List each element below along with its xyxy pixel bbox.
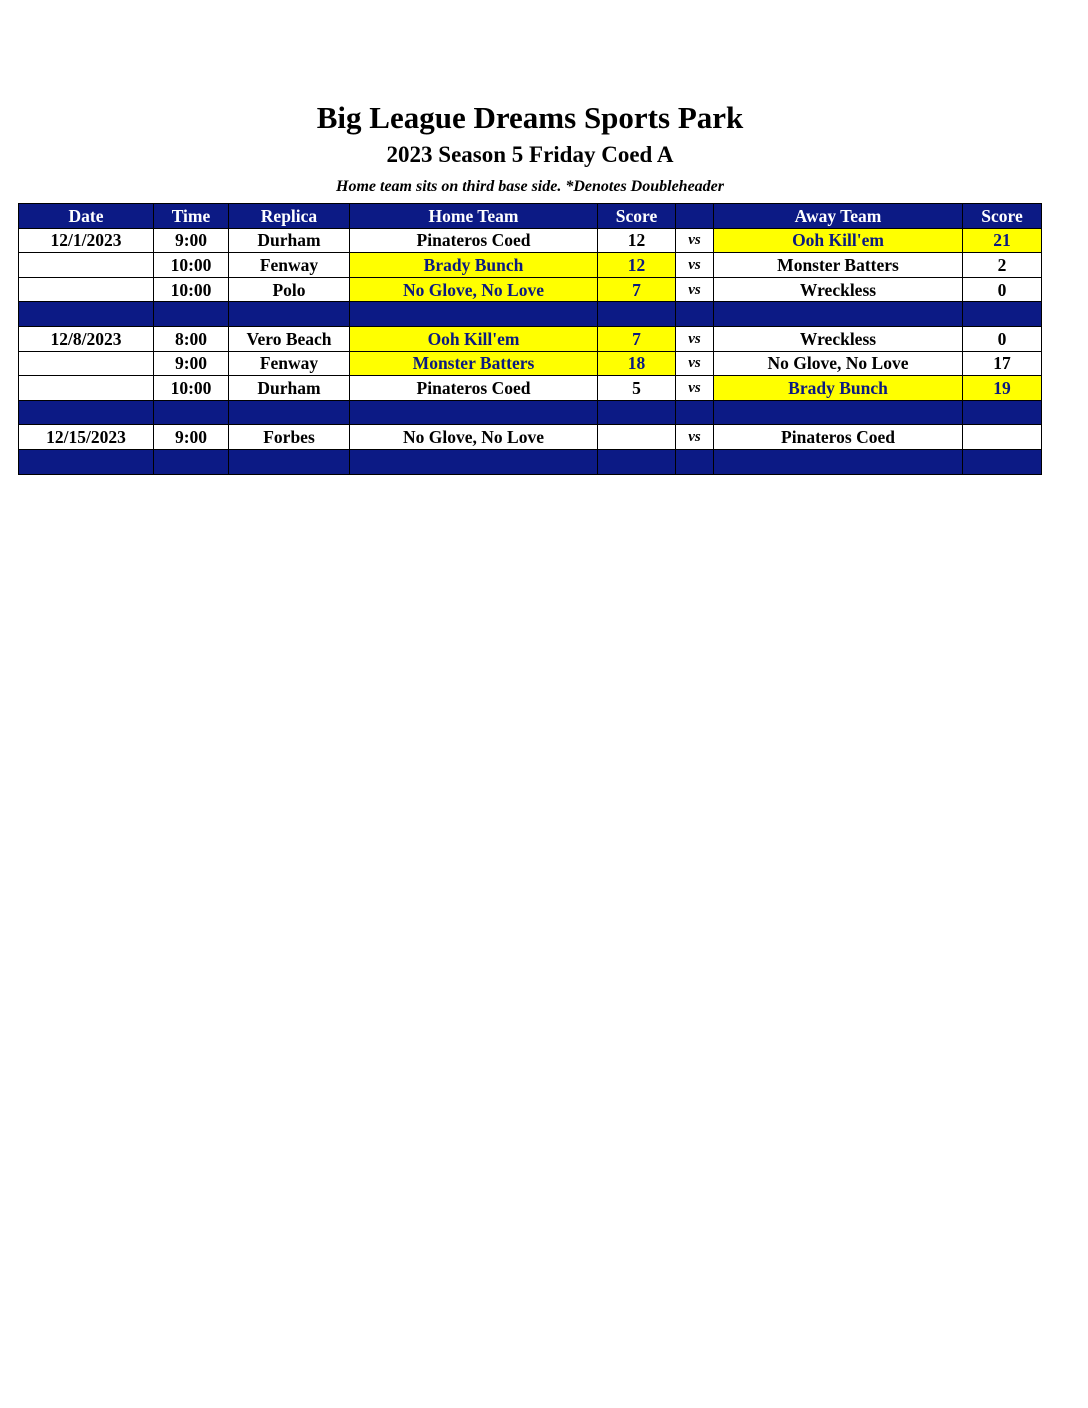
spacer-cell — [154, 400, 229, 425]
cell-time: 9:00 — [154, 351, 229, 376]
cell-date — [19, 253, 154, 278]
cell-home-score: 7 — [598, 277, 676, 302]
cell-vs: vs — [676, 351, 714, 376]
cell-date — [19, 376, 154, 401]
spacer-cell — [229, 449, 350, 474]
column-header-away-score: Score — [963, 204, 1042, 229]
cell-replica: Polo — [229, 277, 350, 302]
cell-home-team: No Glove, No Love — [350, 277, 598, 302]
cell-home-team: Pinateros Coed — [350, 228, 598, 253]
cell-date — [19, 351, 154, 376]
cell-time: 9:00 — [154, 425, 229, 450]
table-header-row — [19, 204, 1042, 229]
cell-time: 8:00 — [154, 326, 229, 351]
spacer-cell — [350, 449, 598, 474]
cell-away-team: No Glove, No Love — [714, 351, 963, 376]
cell-home-score: 12 — [598, 253, 676, 278]
column-header-home-team: Home Team — [350, 204, 598, 229]
cell-away-team: Pinateros Coed — [714, 425, 963, 450]
cell-vs: vs — [676, 376, 714, 401]
column-header-replica: Replica — [229, 204, 350, 229]
spacer-cell — [598, 302, 676, 327]
spacer-cell — [350, 302, 598, 327]
cell-away-score: 2 — [963, 253, 1042, 278]
cell-vs: vs — [676, 228, 714, 253]
spacer-cell — [154, 302, 229, 327]
cell-home-team: Pinateros Coed — [350, 376, 598, 401]
cell-date: 12/15/2023 — [19, 425, 154, 450]
column-header-away-team: Away Team — [714, 204, 963, 229]
cell-away-team: Ooh Kill'em — [714, 228, 963, 253]
cell-replica: Fenway — [229, 253, 350, 278]
spacer-cell — [676, 400, 714, 425]
cell-replica: Forbes — [229, 425, 350, 450]
spacer-row — [19, 449, 1042, 474]
cell-away-score: 0 — [963, 326, 1042, 351]
spacer-cell — [229, 400, 350, 425]
cell-away-team: Wreckless — [714, 326, 963, 351]
cell-home-score — [598, 425, 676, 450]
cell-time: 10:00 — [154, 376, 229, 401]
spacer-cell — [714, 400, 963, 425]
table-row — [19, 253, 1042, 278]
cell-away-team: Monster Batters — [714, 253, 963, 278]
spacer-cell — [714, 302, 963, 327]
spacer-cell — [963, 449, 1042, 474]
cell-away-score: 19 — [963, 376, 1042, 401]
cell-replica: Durham — [229, 228, 350, 253]
table-row — [19, 326, 1042, 351]
spacer-cell — [963, 400, 1042, 425]
spacer-cell — [350, 400, 598, 425]
cell-date: 12/8/2023 — [19, 326, 154, 351]
cell-home-score: 12 — [598, 228, 676, 253]
spacer-cell — [229, 302, 350, 327]
table-row — [19, 376, 1042, 401]
cell-away-score: 17 — [963, 351, 1042, 376]
cell-date — [19, 277, 154, 302]
table-row — [19, 351, 1042, 376]
cell-vs: vs — [676, 253, 714, 278]
cell-away-score — [963, 425, 1042, 450]
cell-replica: Durham — [229, 376, 350, 401]
cell-away-score: 21 — [963, 228, 1042, 253]
cell-replica: Vero Beach — [229, 326, 350, 351]
cell-home-score: 7 — [598, 326, 676, 351]
cell-time: 10:00 — [154, 277, 229, 302]
cell-home-team: Monster Batters — [350, 351, 598, 376]
cell-vs: vs — [676, 326, 714, 351]
cell-home-team: No Glove, No Love — [350, 425, 598, 450]
spacer-cell — [19, 400, 154, 425]
schedule-table — [18, 203, 1042, 475]
cell-date: 12/1/2023 — [19, 228, 154, 253]
cell-replica: Fenway — [229, 351, 350, 376]
page-note: Home team sits on third base side. *Denotes Doubleheader — [336, 178, 724, 195]
page-subtitle: 2023 Season 5 Friday Coed A — [386, 142, 674, 167]
cell-home-team: Brady Bunch — [350, 253, 598, 278]
spacer-cell — [963, 302, 1042, 327]
spacer-cell — [676, 302, 714, 327]
cell-vs: vs — [676, 277, 714, 302]
cell-home-team: Ooh Kill'em — [350, 326, 598, 351]
spacer-cell — [19, 449, 154, 474]
spacer-cell — [154, 449, 229, 474]
cell-away-score: 0 — [963, 277, 1042, 302]
spacer-cell — [598, 400, 676, 425]
schedule-body — [19, 228, 1042, 474]
spacer-cell — [714, 449, 963, 474]
spacer-row — [19, 302, 1042, 327]
cell-time: 10:00 — [154, 253, 229, 278]
column-header-time: Time — [154, 204, 229, 229]
table-row — [19, 277, 1042, 302]
cell-away-team: Brady Bunch — [714, 376, 963, 401]
spacer-cell — [19, 302, 154, 327]
cell-vs: vs — [676, 425, 714, 450]
spacer-row — [19, 400, 1042, 425]
table-row — [19, 425, 1042, 450]
cell-home-score: 18 — [598, 351, 676, 376]
column-header-vs — [676, 204, 714, 229]
cell-home-score: 5 — [598, 376, 676, 401]
spacer-cell — [676, 449, 714, 474]
page-title: Big League Dreams Sports Park — [316, 100, 744, 135]
cell-away-team: Wreckless — [714, 277, 963, 302]
cell-time: 9:00 — [154, 228, 229, 253]
column-header-date: Date — [19, 204, 154, 229]
column-header-home-score: Score — [598, 204, 676, 229]
spacer-cell — [598, 449, 676, 474]
table-row — [19, 228, 1042, 253]
